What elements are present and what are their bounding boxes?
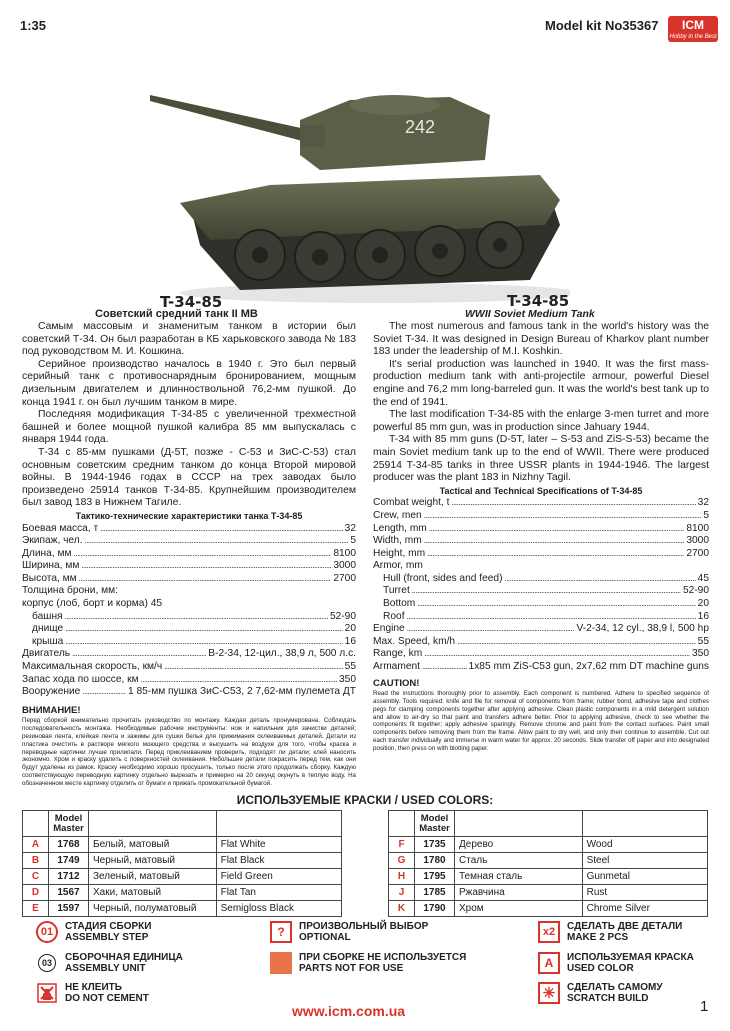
legend-label-ru: СБОРОЧНАЯ ЕДИНИЦА [65, 952, 183, 963]
spec-row [22, 686, 356, 699]
no-cement-icon [36, 982, 58, 1004]
spec-value: 2700 [333, 572, 356, 584]
ru-warning-text: Перед сборкой внимательно прочитать руководство по монтажу. Каждая деталь пронумерована. Соблюдать последовательность монтажа. Необходимые рабочие инструменты: нож и напильник для зачистки деталей; резиновая лента, клейкая лента и зажимы для сушки белья для прижимания склеиваемых деталей. Детали из пластика очистить в растворе мягкого моющего средства и высушить на воздухе для того, чтобы краска и переводные картинки лучше прилипали. Перед приклеиванием проверить, подходят ли детали; клей наносить экономно. Хром и краску удалить с поверхностей склеивания. Небольшие детали покрасить перед тем, как они будут удалены из рамок. Краску необходимо хорошо просушить, только после этого продолжать сборку. Каждую соответствующую переводную картинку отдельно вырезать и примерно на 20 секунд окунуть в теплую воду. На обозначенном месте картинку отделить от бумаги и прижать промокательной бумагой. [22, 717, 356, 787]
spec-value: 3000 [686, 535, 709, 547]
en-warning-text: Read the instructions thoroughly prior to assembly. Each component is numbered. Adhere to specified sequence of assembly. Tools required: knife and file for removal of components from frame; rubber bond, adhesive tape and clothes pegs for clamping components together after applying adhesive. Clean plastic components in a mild detergent solution and allow to air-dry so that paint and transfers adhere better. Prior to applying adhesive, check to see whether the components fit together; apply adhesive sparingly. Remove chrome and paint from the contact surfaces. Paint small components before removing them from the frame. Allow paint to dry well, and only then continue to assemble. Cut out each transfer individually and immerse in warm water for approx. 20 seconds. Slide transfer off paper and into designated position, then press on with blotting paper. [373, 690, 709, 752]
leader-dots [82, 686, 126, 699]
color-name-en: Flat Black [216, 853, 341, 869]
color-row [23, 853, 342, 869]
color-letter: J [389, 885, 415, 901]
leader-dots [412, 585, 681, 598]
color-row [23, 901, 342, 917]
leader-dots [72, 648, 206, 661]
spec-label: Вооружение [22, 686, 81, 698]
colors-table-right [388, 810, 708, 917]
leader-dots [424, 510, 702, 523]
color-name-ru: Черный, полуматовый [89, 901, 217, 917]
spec-row [373, 661, 709, 674]
color-name-en: Rust [582, 885, 707, 901]
leader-dots [457, 636, 696, 649]
color-row [23, 837, 342, 853]
logo-text: ICM [682, 18, 704, 32]
model-master-header: Model Master [49, 811, 89, 837]
spec-label: Armament [373, 661, 420, 673]
spec-row [22, 548, 356, 561]
spec-value: 350 [692, 648, 709, 660]
leader-dots [422, 661, 467, 674]
header-cell [455, 811, 583, 837]
color-letter: B [23, 853, 49, 869]
color-letter: D [23, 885, 49, 901]
scratch-build-icon: ✳ [538, 982, 560, 1004]
legend-label-ru: ИСПОЛЬЗУЕМАЯ КРАСКА [567, 952, 694, 963]
en-description [373, 321, 709, 753]
color-row [389, 901, 708, 917]
color-name-ru: Сталь [455, 853, 583, 869]
spec-row [373, 548, 709, 561]
spec-value: 45 [697, 572, 709, 584]
color-name-ru: Темная сталь [455, 869, 583, 885]
leader-dots [65, 623, 342, 636]
spec-row [373, 623, 709, 636]
ru-title: T-34-85 [160, 293, 223, 311]
spec-row [373, 510, 709, 523]
assembly-step-icon: 01 [36, 921, 58, 943]
optional-icon: ? [270, 921, 292, 943]
spec-label: Боевая масса, т [22, 522, 99, 534]
model-master-header: Model Master [415, 811, 455, 837]
not-used-icon [270, 952, 292, 974]
color-name-en: Flat White [216, 837, 341, 853]
color-row [23, 869, 342, 885]
en-paragraph: The most numerous and famous tank in the world's history was the Soviet T-34. It was designed in Design Bureau of Kharkov plant number 183 under the leadership of M.I. Koshkin. [373, 321, 709, 358]
color-name-en: Field Green [216, 869, 341, 885]
ru-paragraph: Последняя модификация Т-34-85 с увеличенной трехместной башней и более мощной пушкой калибра 85 мм выпускалась с января 1944 года. [22, 409, 356, 446]
ru-paragraph: Самым массовым и знаменитым танком в истории был советский Т-34. Он был разработан в КБ харьковского завода № 183 под руководством М. И. Кошкина. [22, 321, 356, 358]
spec-label: днище [32, 623, 64, 635]
spec-row [373, 611, 709, 624]
spec-value: 8100 [333, 547, 356, 559]
ru-warning-title: ВНИМАНИЕ! [22, 704, 81, 716]
legend-label-ru: СДЕЛАТЬ САМОМУ [567, 982, 663, 993]
leader-dots [417, 598, 695, 611]
spec-label: Высота, мм [22, 572, 77, 584]
assembly-unit-icon: 03 [38, 954, 56, 972]
color-row [389, 837, 708, 853]
header-cell [582, 811, 707, 837]
legend-label-ru: НЕ КЛЕИТЬ [65, 982, 122, 993]
legend-used-color [538, 952, 694, 974]
spec-value: 5 [703, 509, 709, 521]
spec-value: 20 [697, 598, 709, 610]
spec-value: 55 [344, 661, 356, 673]
color-number: 1749 [49, 853, 89, 869]
logo-tagline: Hobby in the Best [669, 34, 717, 40]
color-number: 1768 [49, 837, 89, 853]
spec-label: Максимальная скорость, км/ч [22, 661, 163, 673]
leader-dots [504, 573, 695, 586]
spec-row [22, 560, 356, 573]
spec-value: 16 [697, 610, 709, 622]
legend-label-ru: СТАДИЯ СБОРКИ [65, 921, 152, 932]
en-subtitle: WWII Soviet Medium Tank [465, 308, 595, 320]
website-link[interactable]: www.icm.com.ua [292, 1003, 406, 1019]
legend-not-used [270, 952, 466, 974]
make-two-icon: x2 [538, 921, 560, 943]
spec-row [373, 585, 709, 598]
spec-value: V-2-34, 12 cyl., 38,9 l, 500 hp [576, 623, 709, 635]
color-name-ru: Черный, матовый [89, 853, 217, 869]
spec-label: Engine [373, 623, 405, 635]
leader-dots [81, 560, 331, 573]
ru-paragraph: Т-34 с 85-мм пушками (Д-5Т, позже - С-53 и ЗиС-С-53) стал основным советским средним танком до конца Второй мировой войны. В 1944-1946 годах в СССР на трех заводах было произведено 25914 танков Т-34-85. Крупнейшим производителем был завод 183 в Нижнем Тагиле. [22, 446, 356, 509]
en-paragraph: T-34 with 85 mm guns (D-5T, later – S-53 and ZiS-S-53) became the main Soviet medium tank up to the end of WWII. There were produced 25914 T-34-85 tanks in three USSR plants in 1944-1946. The largest producer was the plant 183 in Nizhny Tagil. [373, 434, 709, 484]
used-color-icon: A [538, 952, 560, 974]
leader-dots [424, 535, 685, 548]
spec-value: 1x85 mm ZiS-C53 gun, 2x7,62 mm DT machine guns [468, 661, 709, 673]
color-name-ru: Ржавчина [455, 885, 583, 901]
legend-label-en: DO NOT CEMENT [65, 993, 149, 1004]
leader-dots [451, 497, 695, 510]
spec-label: Двигатель [22, 648, 71, 660]
icm-logo [668, 16, 718, 42]
leader-dots [85, 535, 349, 548]
color-name-en: Semigloss Black [216, 901, 341, 917]
spec-value: 16 [344, 635, 356, 647]
ru-description [22, 321, 356, 788]
color-name-en: Chrome Silver [582, 901, 707, 917]
spec-row [373, 573, 709, 586]
colors-table-left [22, 810, 342, 917]
legend-label-en: ASSEMBLY STEP [65, 932, 149, 943]
color-row [389, 885, 708, 901]
leader-dots [141, 674, 337, 687]
legend-label-en: PARTS NOT FOR USE [299, 963, 404, 974]
color-number: 1790 [415, 901, 455, 917]
color-letter: C [23, 869, 49, 885]
spec-value: В-2-34, 12-цил., 38,9 л, 500 л.с. [208, 648, 356, 660]
spec-row [373, 535, 709, 548]
legend-label-en: ASSEMBLY UNIT [65, 963, 146, 974]
color-name-en: Gunmetal [582, 869, 707, 885]
legend-label-en: SCRATCH BUILD [567, 993, 649, 1004]
spec-label: Ширина, мм [22, 560, 80, 572]
leader-dots [407, 623, 575, 636]
tank-marking: 242 [405, 117, 436, 137]
spec-label: Max. Speed, km/h [373, 635, 456, 647]
spec-row [22, 623, 356, 636]
leader-dots [427, 548, 684, 561]
leader-dots [407, 611, 696, 624]
color-name-en: Steel [582, 853, 707, 869]
color-number: 1785 [415, 885, 455, 901]
leader-dots [65, 611, 328, 624]
spec-value: 5 [350, 535, 356, 547]
color-letter: K [389, 901, 415, 917]
ru-hull-front: корпус (лоб, борт и корма) 45 [22, 598, 163, 610]
spec-value: 52-90 [682, 585, 709, 597]
color-row [389, 869, 708, 885]
spec-label: Crew, men [373, 509, 422, 521]
header-cell [216, 811, 341, 837]
leader-dots [429, 523, 685, 536]
colors-header-row [389, 811, 708, 837]
spec-value: 52-90 [329, 610, 356, 622]
scale-label: 1:35 [20, 18, 47, 33]
leader-dots [79, 573, 332, 586]
spec-row [22, 611, 356, 624]
spec-row [22, 648, 356, 661]
en-paragraph: The last modification T-34-85 with the enlarge 3-men turret and more powerful 85 mm gun, was in production since Jahuary 1944. [373, 409, 709, 433]
legend-make-two [538, 921, 682, 943]
spec-label: Length, mm [373, 522, 427, 534]
legend-assembly-unit [36, 952, 183, 974]
legend-label-en: OPTIONAL [299, 932, 351, 943]
ru-spec-title: Тактико-технические характеристики танка Т-34-85 [75, 510, 303, 521]
model-kit-number: Model kit No35367 [545, 18, 659, 33]
header-cell [23, 811, 49, 837]
spec-label: Height, mm [373, 547, 426, 559]
color-row [23, 885, 342, 901]
spec-row [373, 648, 709, 661]
legend-label-ru: ПРИ СБОРКЕ НЕ ИСПОЛЬЗУЕТСЯ [299, 952, 467, 963]
ru-subtitle: Советский средний танк II МВ [95, 308, 258, 320]
color-number: 1795 [415, 869, 455, 885]
spec-row [22, 661, 356, 674]
spec-value: 1 85-мм пушка ЗиС-С53, 2 7,62-мм пулемета ДТ [127, 686, 356, 698]
color-letter: E [23, 901, 49, 917]
color-number: 1780 [415, 853, 455, 869]
en-armor-label: Armor, mm [373, 560, 423, 572]
spec-row [22, 674, 356, 687]
en-spec-title: Tactical and Technical Specifications of T-34-85 [439, 485, 643, 496]
color-name-en: Wood [582, 837, 707, 853]
ru-armor-label: Толщина брони, мм: [22, 585, 118, 597]
spec-label: Длина, мм [22, 547, 72, 559]
color-name-en: Flat Tan [216, 885, 341, 901]
spec-label: Hull (front, sides and feed) [383, 572, 503, 584]
color-name-ru: Хром [455, 901, 583, 917]
header-cell [89, 811, 217, 837]
spec-value: 55 [697, 635, 709, 647]
leader-dots [164, 661, 342, 674]
legend-label-en: USED COLOR [567, 963, 634, 974]
spec-label: Bottom [383, 598, 416, 610]
spec-row [22, 573, 356, 586]
legend-label-ru: СДЕЛАТЬ ДВЕ ДЕТАЛИ [567, 921, 683, 932]
leader-dots [65, 636, 342, 649]
color-letter: H [389, 869, 415, 885]
color-number: 1712 [49, 869, 89, 885]
spec-label: Turret [383, 585, 410, 597]
spec-label: Width, mm [373, 535, 422, 547]
color-letter: F [389, 837, 415, 853]
spec-row [22, 636, 356, 649]
color-name-ru: Дерево [455, 837, 583, 853]
en-warning-title: CAUTION! [373, 677, 420, 689]
spec-label: Range, km [373, 648, 423, 660]
color-name-ru: Белый, матовый [89, 837, 217, 853]
spec-row [22, 523, 356, 536]
spec-value: 350 [339, 673, 356, 685]
spec-label: крыша [32, 635, 64, 647]
legend-optional [270, 921, 428, 943]
color-name-ru: Хаки, матовый [89, 885, 217, 901]
spec-label: башня [32, 610, 63, 622]
color-number: 1735 [415, 837, 455, 853]
spec-label: Roof [383, 610, 405, 622]
spec-label: Combat weight, t [373, 497, 450, 509]
spec-label: Экипаж, чел. [22, 535, 83, 547]
leader-dots [424, 648, 690, 661]
spec-value: 32 [344, 522, 356, 534]
spec-row [373, 636, 709, 649]
spec-value: 8100 [686, 522, 709, 534]
spec-row [22, 535, 356, 548]
legend-scratch-build [538, 982, 663, 1004]
en-spec-list [373, 497, 709, 673]
header-cell [389, 811, 415, 837]
ru-spec-list [22, 523, 356, 699]
spec-row [373, 523, 709, 536]
en-title: T-34-85 [507, 292, 570, 310]
ru-paragraph: Серийное производство началось в 1940 г. Это был первый серийный танк с противоснарядным бронированием, мощным дизельным двигателем и длинноствольной 76,2-мм пушкой. До конца 1941 г. он был лучшим танком в мире. [22, 358, 356, 408]
spec-value: 3000 [333, 560, 356, 572]
legend-no-cement [36, 982, 149, 1004]
spec-value: 20 [344, 623, 356, 635]
legend-label-en: MAKE 2 PCS [567, 932, 629, 943]
spec-value: 2700 [686, 547, 709, 559]
spec-label: Запас хода по шоссе, км [22, 673, 139, 685]
leader-dots [74, 548, 332, 561]
leader-dots [100, 523, 342, 536]
color-letter: A [23, 837, 49, 853]
page-number: 1 [700, 998, 709, 1015]
color-number: 1597 [49, 901, 89, 917]
legend-label-ru: ПРОИЗВОЛЬНЫЙ ВЫБОР [299, 921, 429, 932]
color-name-ru: Зеленый, матовый [89, 869, 217, 885]
colors-header-row [23, 811, 342, 837]
color-letter: G [389, 853, 415, 869]
spec-row [373, 598, 709, 611]
colors-heading: ИСПОЛЬЗУЕМЫЕ КРАСКИ / USED COLORS: [236, 793, 494, 807]
color-row [389, 853, 708, 869]
legend-assembly-step [36, 921, 151, 943]
en-paragraph: It's serial production was launched in 1940. It was the first mass-production medium tank with anti-projectile armour, powerful Diesel engine and 76,2 mm long-barreled gun. It was the world's best tank up to the end of 1941. [373, 358, 709, 408]
spec-row [373, 497, 709, 510]
spec-value: 32 [697, 497, 709, 509]
tank-illustration [150, 75, 570, 305]
color-number: 1567 [49, 885, 89, 901]
